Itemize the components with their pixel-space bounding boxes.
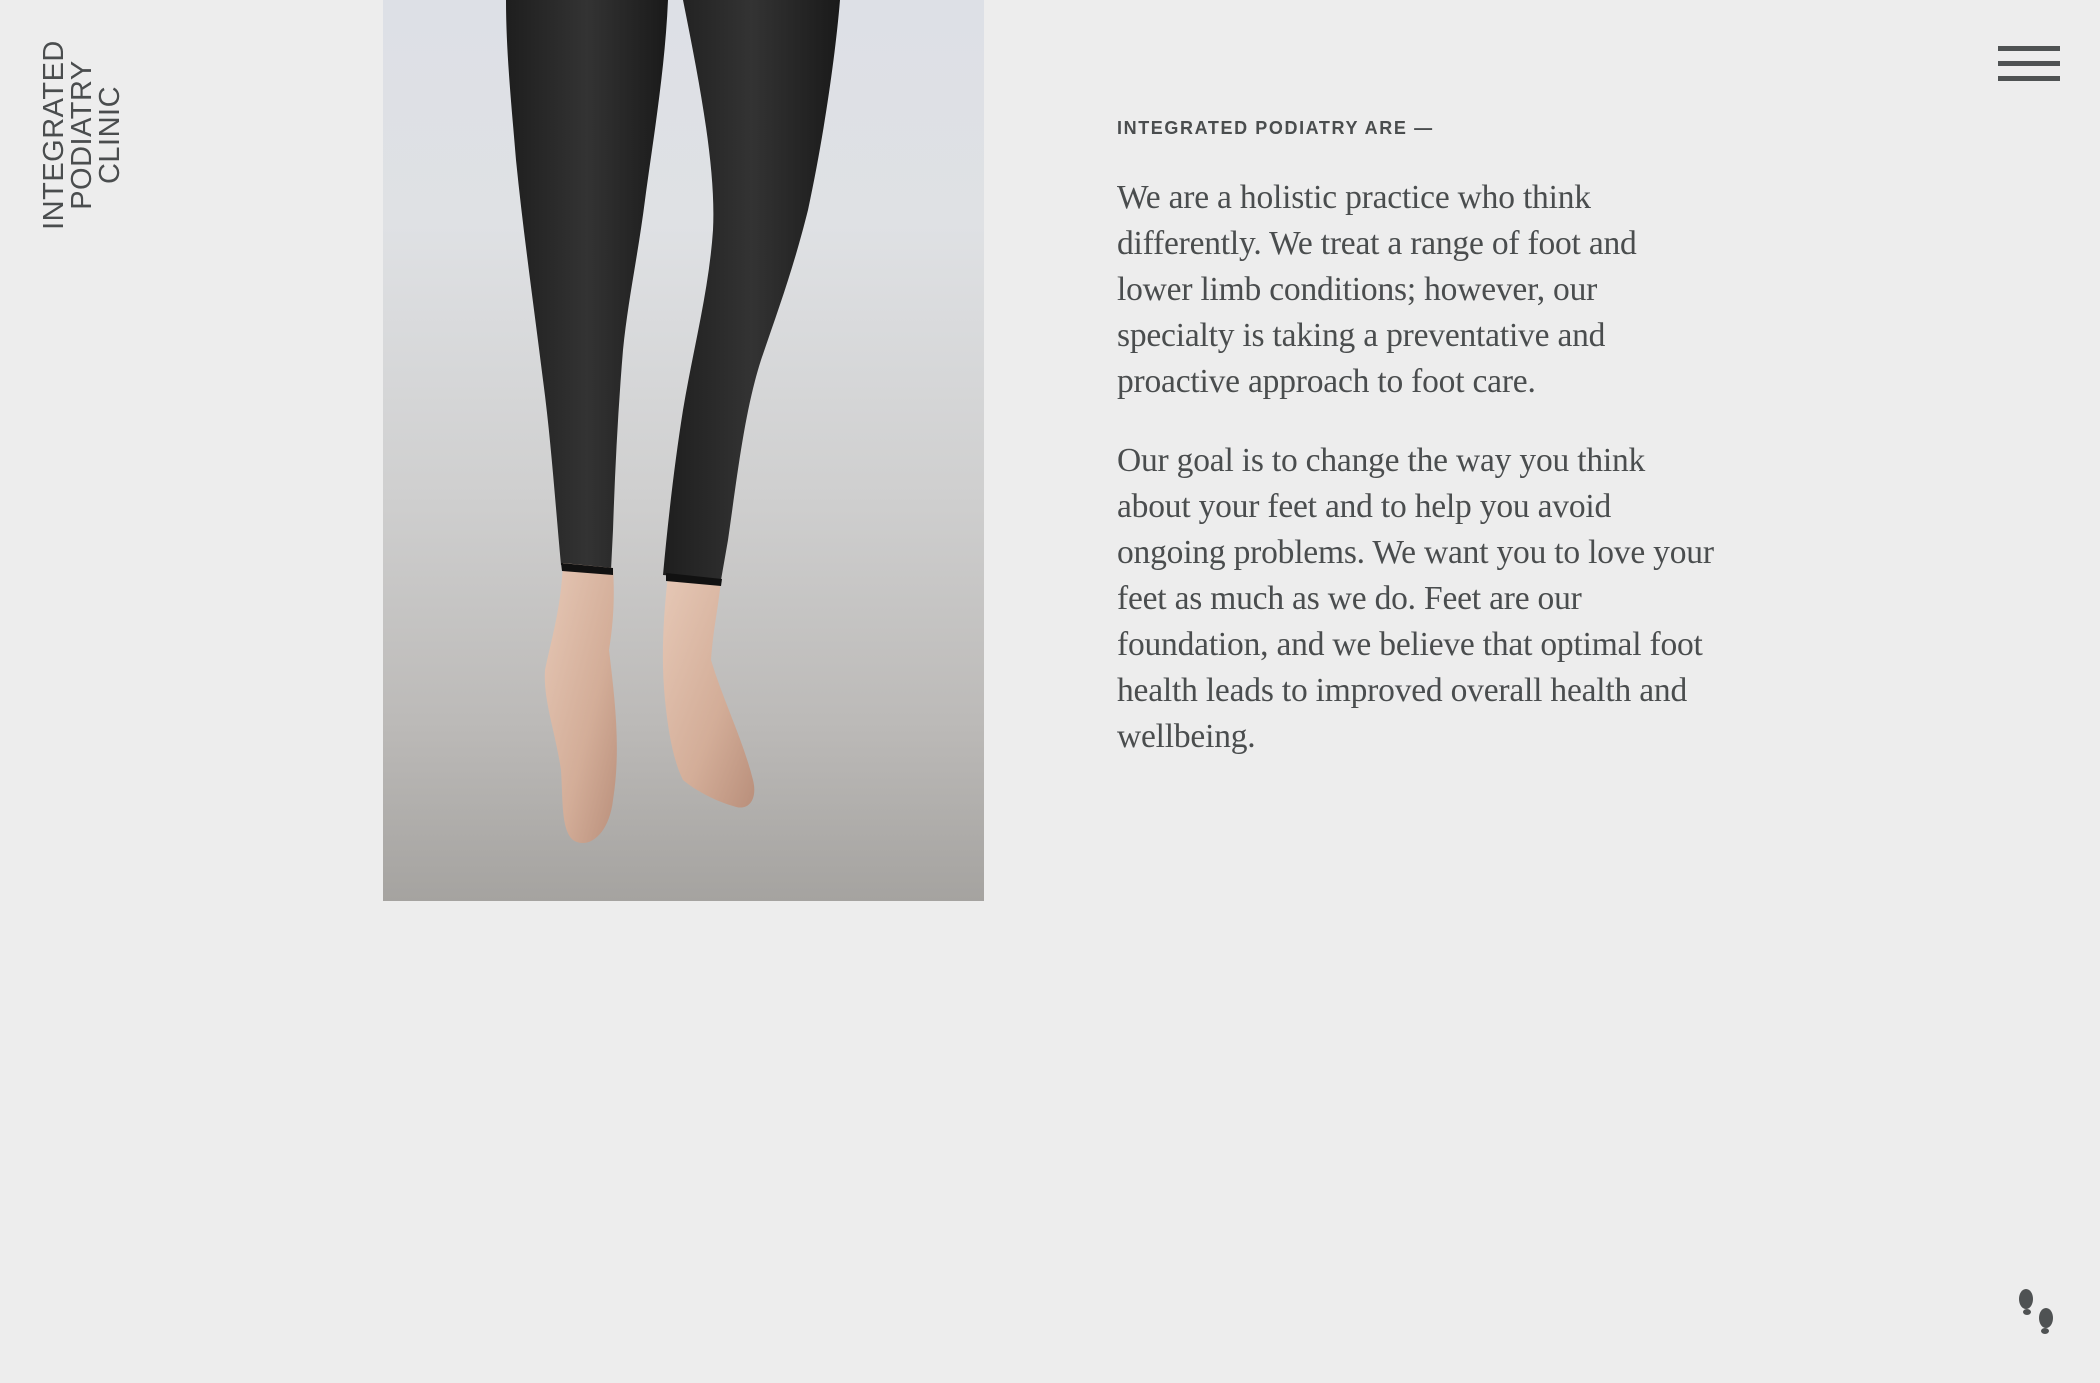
menu-bar-bottom: [1998, 76, 2060, 81]
logo-line-clinic: CLINIC: [94, 85, 126, 185]
legs-and-feet-illustration: [383, 0, 984, 901]
menu-bar-top: [1998, 46, 2060, 51]
leg-right: [663, 0, 840, 580]
foot-left: [545, 563, 617, 843]
section-eyebrow: INTEGRATED PODIATRY ARE —: [1117, 118, 1434, 138]
footprints-icon[interactable]: [2016, 1287, 2056, 1337]
logo-line-podiatry: PODIATRY: [66, 60, 98, 210]
intro-paragraph-2: Our goal is to change the way you think about your feet and to help you avoid ongoing problems. We want you to love your feet as much as we do. Feet are our foundation, and we believe that optimal foot health leads to improved overall health and wellbeing.: [1117, 442, 1714, 755]
hamburger-menu-icon[interactable]: [1998, 46, 2060, 82]
leg-left: [506, 0, 668, 570]
intro-paragraph-1: We are a holistic practice who think differently. We treat a range of foot and lower limb conditions; however, our specialty is taking a preventative and proactive approach to foot care.: [1117, 179, 1637, 400]
intro-section: [1117, 118, 1717, 793]
menu-bar-middle: [1998, 61, 2060, 66]
footprints-glyph: [2016, 1287, 2056, 1337]
hero-photo: [383, 0, 984, 901]
site-logo[interactable]: [40, 40, 140, 230]
foot-right: [663, 575, 754, 808]
logo-line-integrated: INTEGRATED: [38, 40, 70, 230]
logo-wordmark: [40, 40, 124, 230]
